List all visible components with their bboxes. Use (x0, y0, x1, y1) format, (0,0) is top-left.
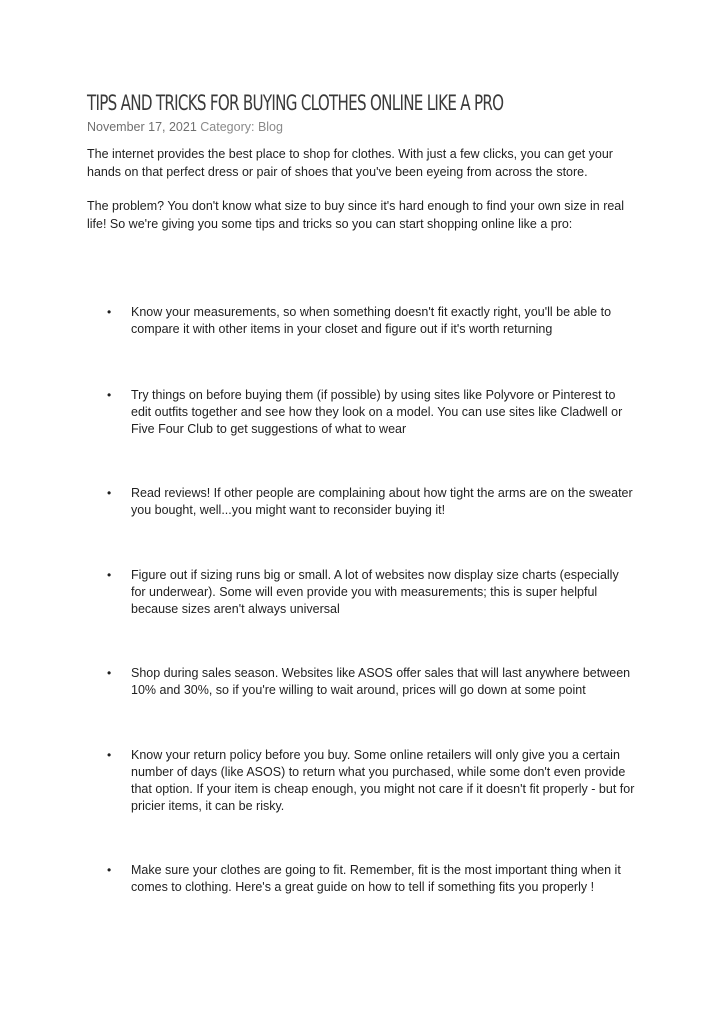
bullet-icon: • (107, 388, 112, 402)
bullet-icon: • (107, 305, 112, 319)
list-item (107, 747, 636, 815)
tip-text: Try things on before buying them (if possible) by using sites like Polyvore or Pinterest to edit outfits together and see how they look on a model. You can use sites like Cladwell or Five Four Club to get suggestions of what to wear (131, 388, 623, 436)
tip-text: Shop during sales season. Websites like ASOS offer sales that will last anywhere between 10% and 30%, so if you're willing to wait around, prices will go down at some point (131, 666, 631, 697)
tip-text: Make sure your clothes are going to fit. Remember, fit is the most important thing when it comes to clothing. Here's a great guide on how to tell if something fits you properly ! (131, 863, 621, 894)
category-label: Category: Blog (200, 120, 283, 134)
bullet-icon: • (107, 568, 112, 582)
list-item (107, 862, 636, 896)
list-item (107, 304, 636, 338)
publish-date: November 17, 2021 (87, 120, 197, 134)
intro-paragraph: The internet provides the best place to shop for clothes. With just a few clicks, you can get your hands on that perfect dress or pair of shoes that you've been eyeing from across the store. (87, 147, 613, 179)
bullet-icon: • (107, 863, 112, 877)
tip-text: Know your return policy before you buy. Some online retailers will only give you a certain number of days (like ASOS) to return what you purchased, while some don't even provide that option. If your item is cheap enough, you might not care if it doesn't fit properly - but for pricier items, it can be risky. (131, 748, 635, 813)
tip-text: Read reviews! If other people are complaining about how tight the arms are on the sweater you bought, well...you might want to reconsider buying it! (131, 486, 633, 517)
list-item (107, 567, 636, 618)
bullet-icon: • (107, 748, 112, 762)
list-item (107, 387, 636, 438)
bullet-icon: • (107, 486, 112, 500)
tip-text: Figure out if sizing runs big or small. A lot of websites now display size charts (especially for underwear). Some will even provide you with measurements; this is super helpful because sizes aren't always universal (131, 568, 619, 616)
list-item (107, 485, 636, 519)
tip-text: Know your measurements, so when something doesn't fit exactly right, you'll be able to compare it with other items in your closet and figure out if it's worth returning (131, 305, 612, 336)
article-meta (87, 119, 283, 135)
list-item (107, 665, 636, 699)
bullet-icon: • (107, 666, 112, 680)
article-title: TIPS AND TRICKS FOR BUYING CLOTHES ONLINE LIKE A PRO (87, 91, 504, 115)
problem-paragraph: The problem? You don't know what size to buy since it's hard enough to find your own size in real life! So we're giving you some tips and tricks so you can start shopping online like a pro: (87, 199, 625, 231)
